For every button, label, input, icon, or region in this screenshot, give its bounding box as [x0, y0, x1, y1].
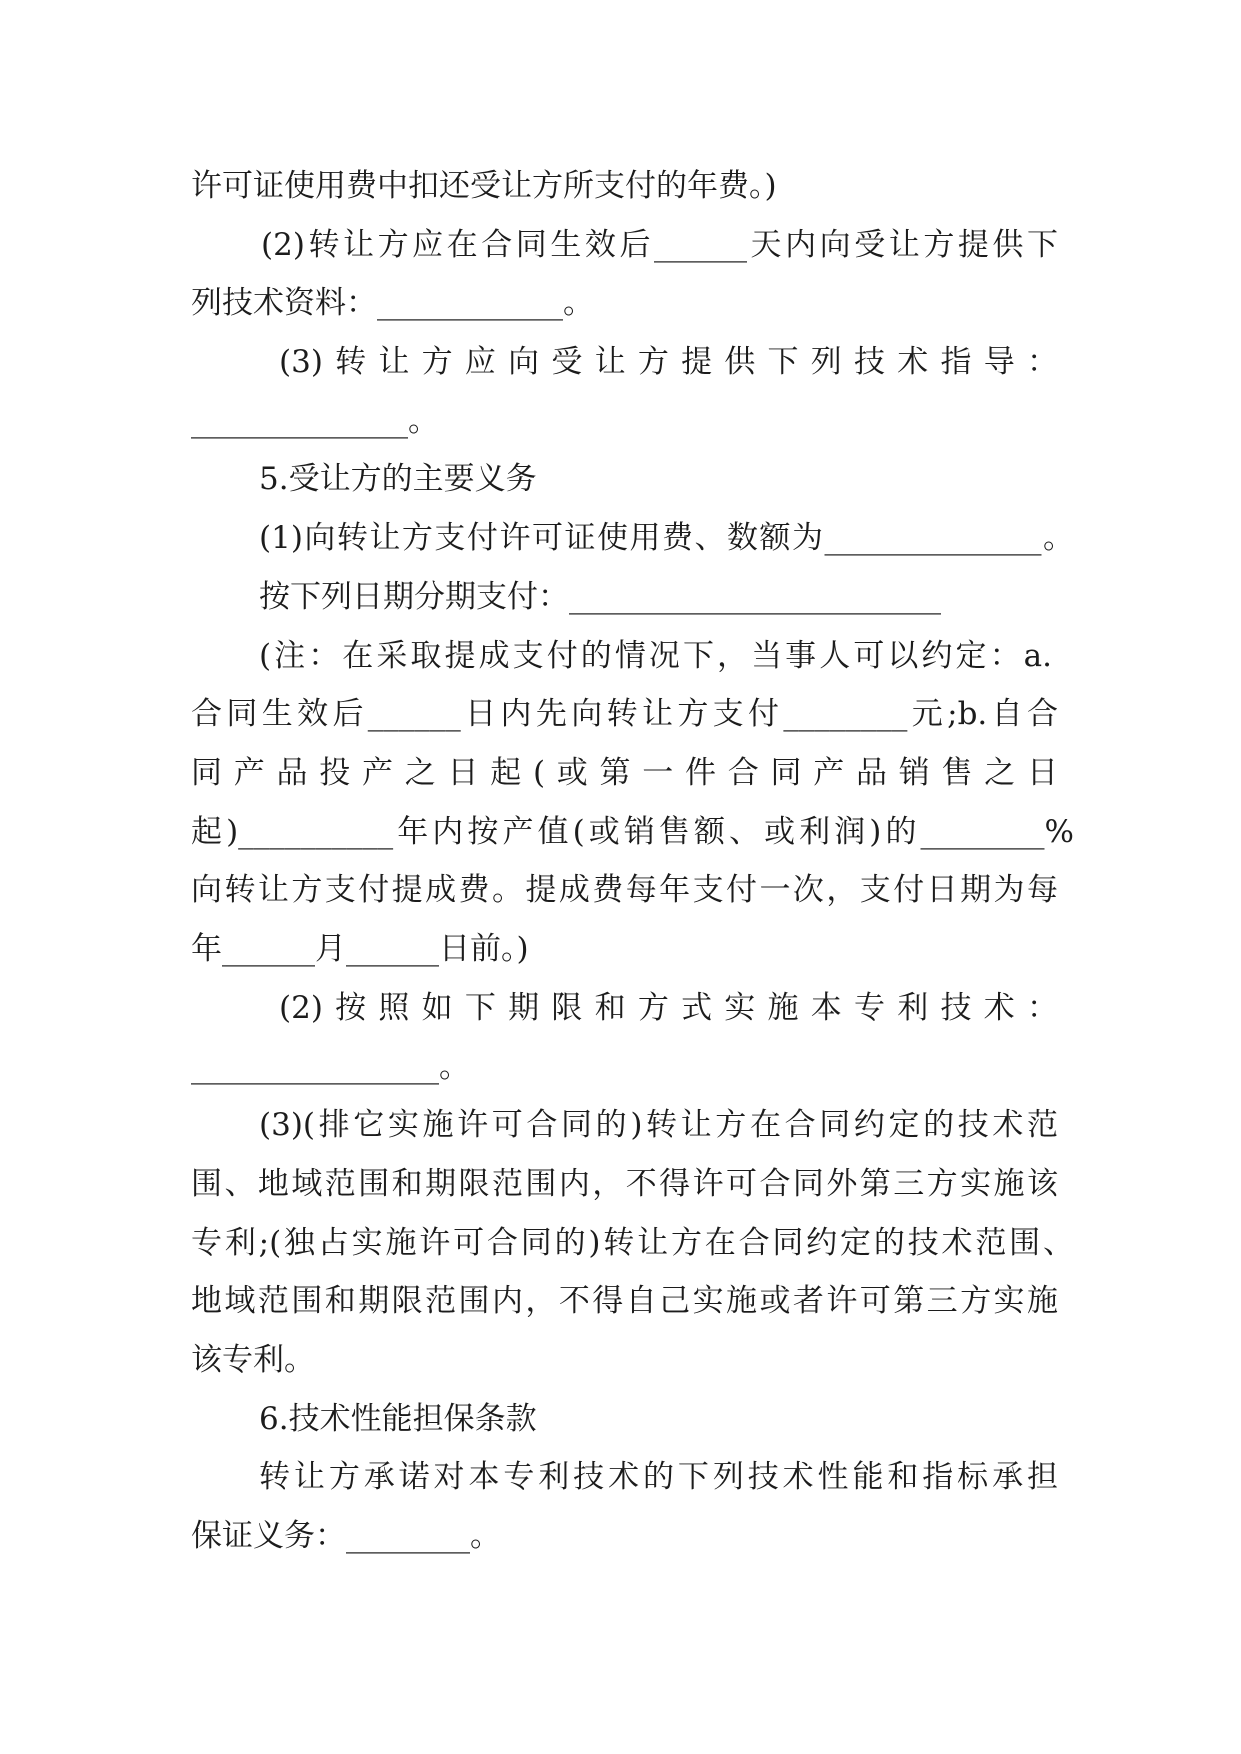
- text-line: 列技术资料：____________。: [191, 285, 594, 321]
- text-line: 起)__________年内按产值(或销售额、或利润)的________%: [191, 814, 1074, 850]
- text-line: ______________。: [191, 403, 439, 439]
- text-line: 许可证使用费中扣还受让方所支付的年费。): [191, 168, 777, 204]
- text-line: 围、地域范围和期限范围内，不得许可合同外第三方实施该: [191, 1166, 1058, 1202]
- text-line: (2)转让方应在合同生效后______天内向受让方提供下: [261, 227, 1058, 263]
- text-line: 转让方承诺对本专利技术的下列技术性能和指标承担: [259, 1459, 1058, 1495]
- text-line: ________________。: [191, 1049, 470, 1085]
- text-line: (3)(排它实施许可合同的)转让方在合同约定的技术范: [259, 1107, 1058, 1143]
- text-line: 向转让方支付提成费。提成费每年支付一次，支付日期为每: [191, 872, 1058, 908]
- text-line: 专利;(独占实施许可合同的)转让方在合同约定的技术范围、: [191, 1225, 1074, 1261]
- text-line: (1)向转让方支付许可证使用费、数额为______________。: [259, 520, 1074, 556]
- text-line: 保证义务：________。: [191, 1518, 501, 1554]
- text-line: (注：在采取提成支付的情况下，当事人可以约定：a.: [259, 638, 1052, 674]
- text-line: (2)按照如下期限和方式实施本专利技术：: [279, 990, 1058, 1026]
- text-line: 按下列日期分期支付：________________________: [259, 579, 941, 615]
- text-line: 合同生效后______日内先向转让方支付________元;b.自合: [191, 696, 1058, 732]
- text-line: 年______月______日前。): [191, 931, 529, 967]
- section-heading: 5.受让方的主要义务: [259, 461, 537, 497]
- text-line: 地域范围和期限范围内，不得自己实施或者许可第三方实施: [191, 1283, 1058, 1319]
- text-line: (3)转让方应向受让方提供下列技术指导：: [279, 344, 1058, 380]
- section-heading: 6.技术性能担保条款: [259, 1401, 537, 1437]
- text-line: 该专利。: [191, 1342, 315, 1378]
- text-line: 同产品投产之日起(或第一件合同产品销售之日: [191, 755, 1058, 791]
